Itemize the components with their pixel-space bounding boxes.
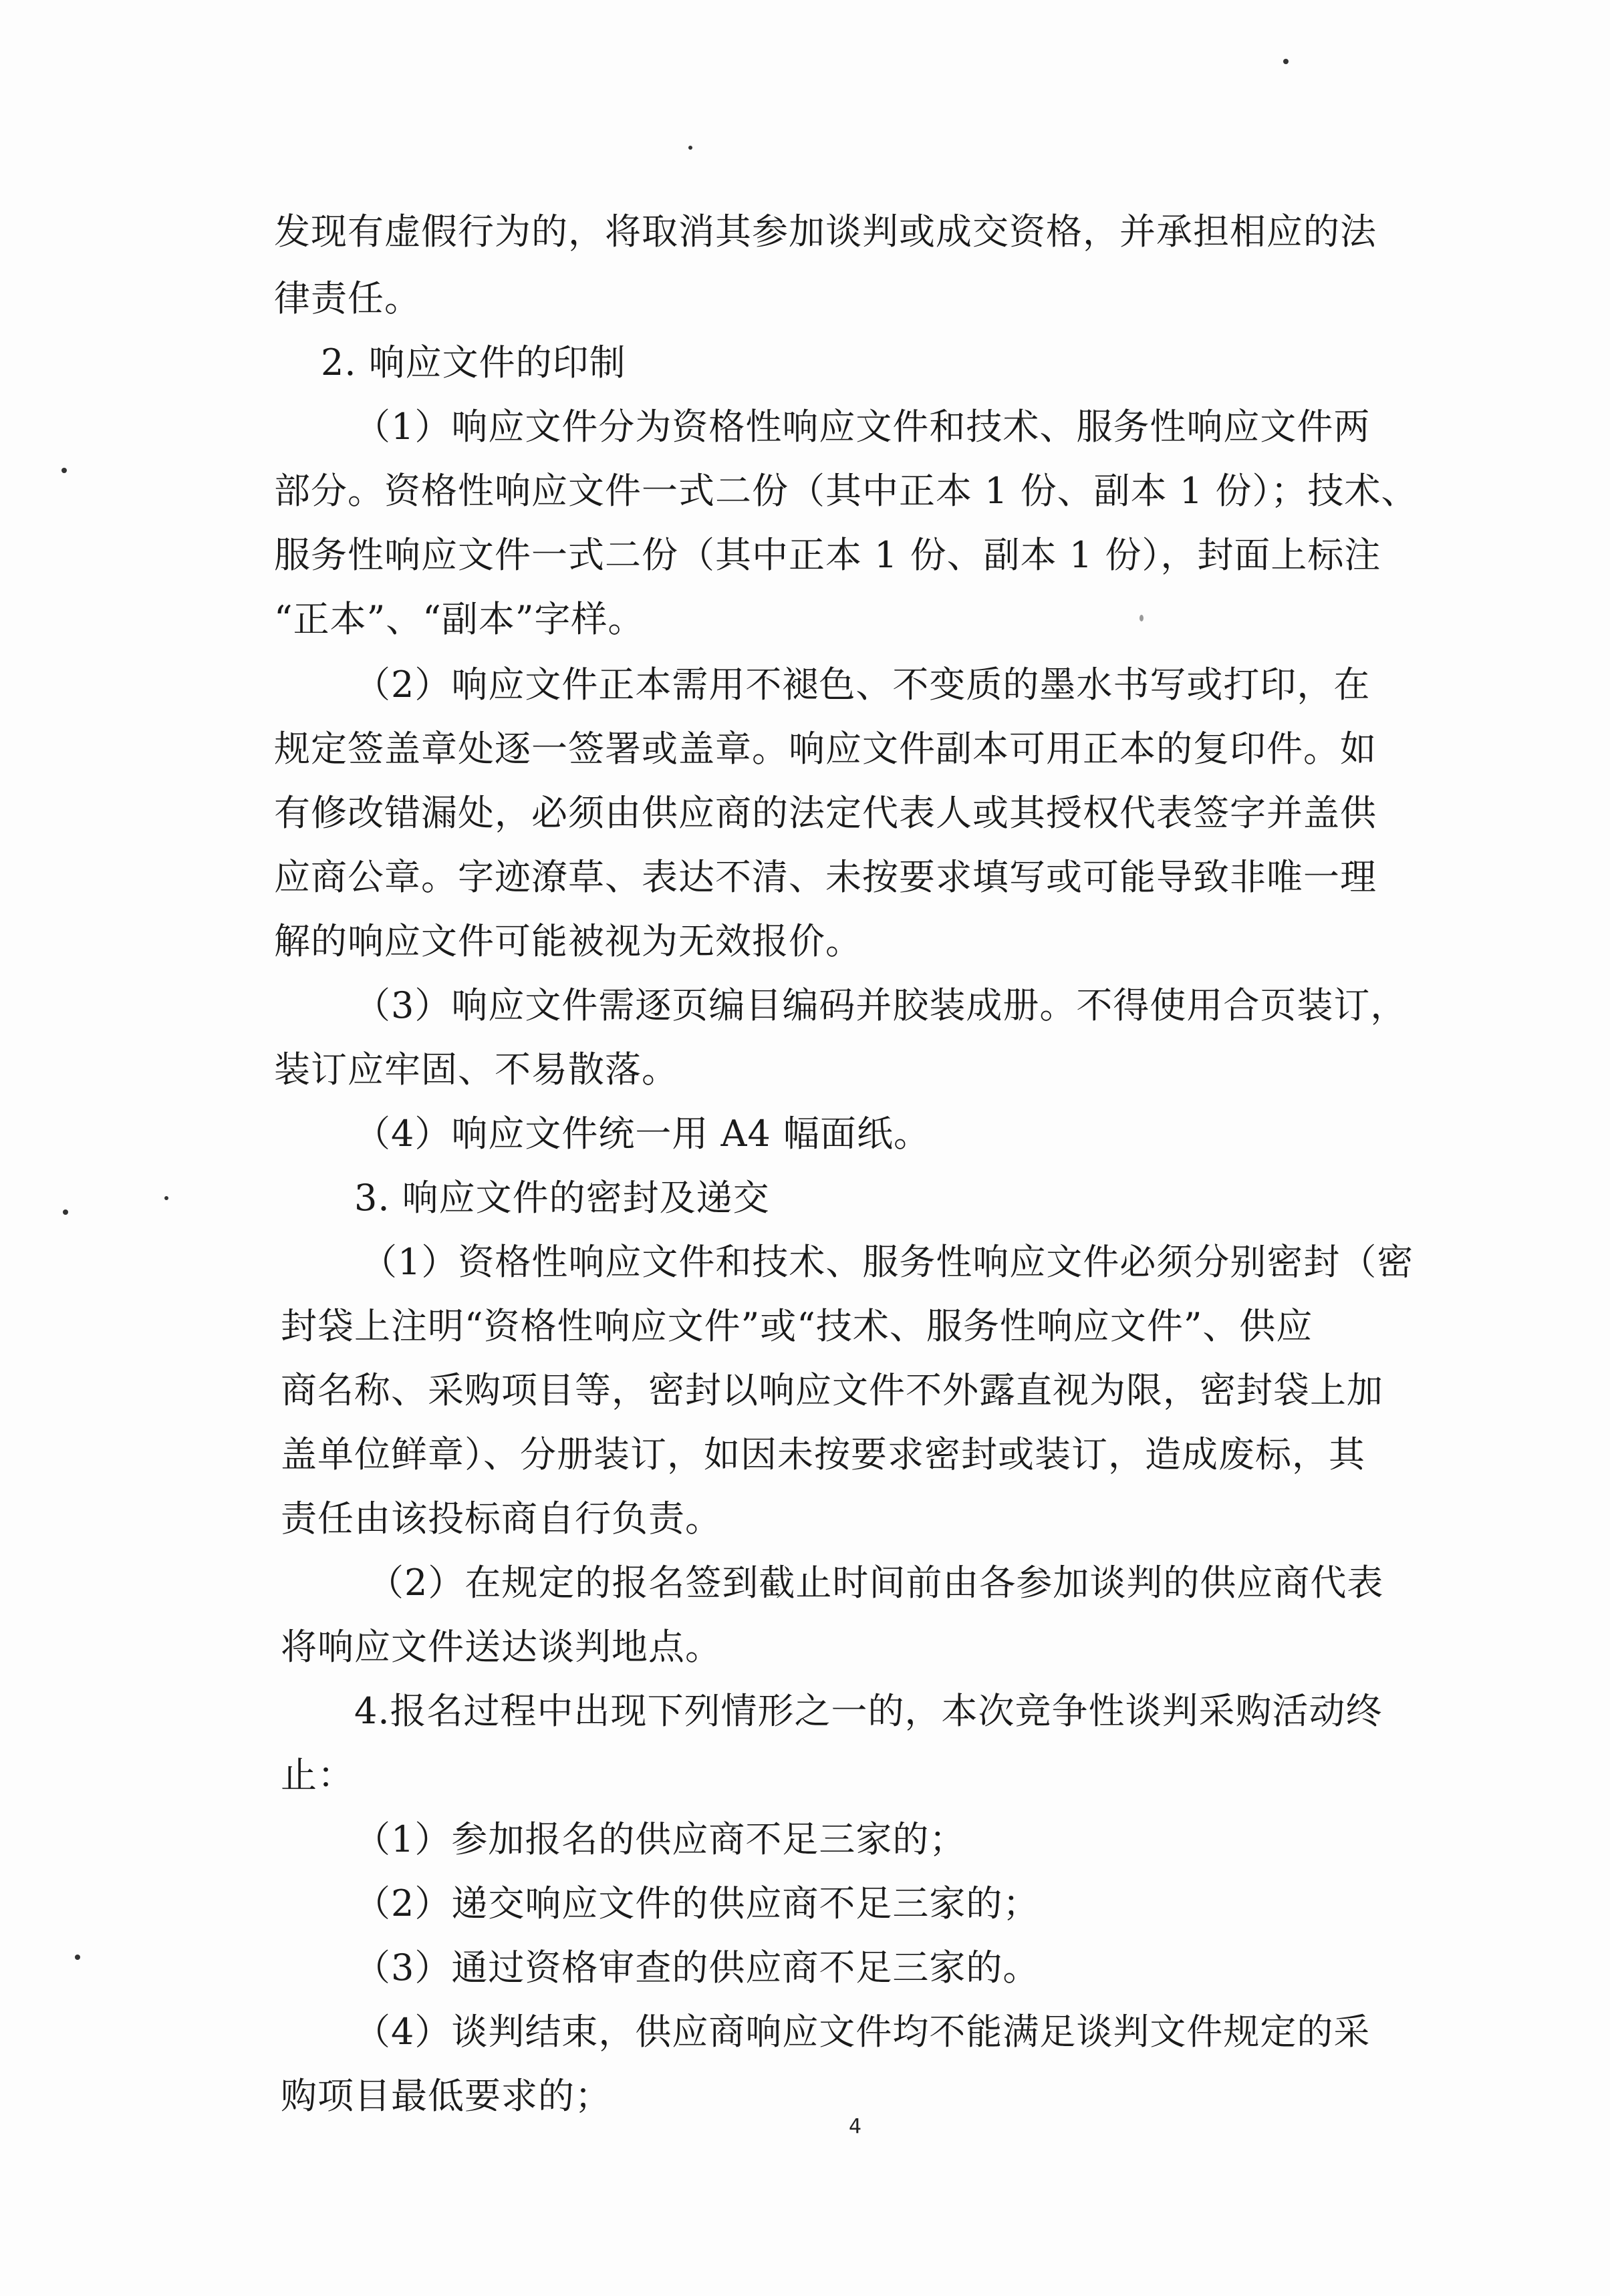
text-line: 止： [281,1754,354,1796]
text-line: 将响应文件送达谈判地点。 [281,1626,722,1668]
text-line: 商名称、采购项目等，密封以响应文件不外露直视为限，密封袋上加 [281,1369,1383,1411]
scan-speck [63,1209,68,1215]
text-line: 解的响应文件可能被视为无效报价。 [274,920,862,962]
list-item: （1）参加报名的供应商不足三家的； [354,1818,966,1860]
text-line: （4）响应文件统一用 A4 幅面纸。 [354,1113,931,1155]
scan-speck [1283,59,1289,64]
scan-speck [164,1196,168,1200]
text-line: （2）在规定的报名签到截止时间前由各参加谈判的供应商代表 [368,1562,1384,1604]
list-item: 购项目最低要求的； [281,2075,612,2117]
scan-speck [61,468,67,473]
text-line: 封袋上注明“资格性响应文件”或“技术、服务性响应文件”、供应 [281,1305,1313,1347]
text-line: 有修改错漏处，必须由供应商的法定代表人或其授权代表签字并盖供 [274,792,1377,834]
list-item: （2）递交响应文件的供应商不足三家的； [354,1882,1040,1924]
text-line: 应商公章。字迹潦草、表达不清、未按要求填写或可能导致非唯一理 [274,856,1377,898]
text-line: 装订应牢固、不易散落。 [274,1048,678,1091]
text-line: “正本”、“副本”字样。 [274,598,645,640]
scan-speck [75,1955,80,1960]
section-heading: 4.报名过程中出现下列情形之一的，本次竞争性谈判采购活动终 [354,1690,1383,1732]
text-line: （2）响应文件正本需用不褪色、不变质的墨水书写或打印，在 [354,664,1371,706]
section-heading: 2. 响应文件的印制 [321,341,626,384]
page-number: 4 [849,2115,862,2138]
scan-speck [688,146,692,150]
text-line: 责任由该投标商自行负责。 [281,1497,722,1540]
scan-speck [1139,615,1144,621]
text-line: （1）资格性响应文件和技术、服务性响应文件必须分别密封（密 [361,1241,1414,1283]
text-line: 服务性响应文件一式二份（其中正本 1 份、副本 1 份），封面上标注 [274,534,1381,576]
text-line: 部分。资格性响应文件一式二份（其中正本 1 份、副本 1 份）；技术、 [274,470,1418,512]
text-line: （3）响应文件需逐页编目编码并胶装成册。不得使用合页装订， [354,984,1407,1026]
list-item: （3）通过资格审查的供应商不足三家的。 [354,1947,1040,1989]
text-line: 发现有虚假行为的，将取消其参加谈判或成交资格，并承担相应的法 [274,210,1377,253]
section-heading: 3. 响应文件的密封及递交 [354,1177,770,1219]
text-line: 规定签盖章处逐一签署或盖章。响应文件副本可用正本的复印件。如 [274,728,1377,770]
text-line: 律责任。 [274,277,421,319]
list-item: （4）谈判结束，供应商响应文件均不能满足谈判文件规定的采 [354,2011,1371,2053]
text-line: 盖单位鲜章）、分册装订，如因未按要求密封或装订，造成废标，其 [281,1433,1365,1475]
text-line: （1）响应文件分为资格性响应文件和技术、服务性响应文件两 [354,406,1371,448]
